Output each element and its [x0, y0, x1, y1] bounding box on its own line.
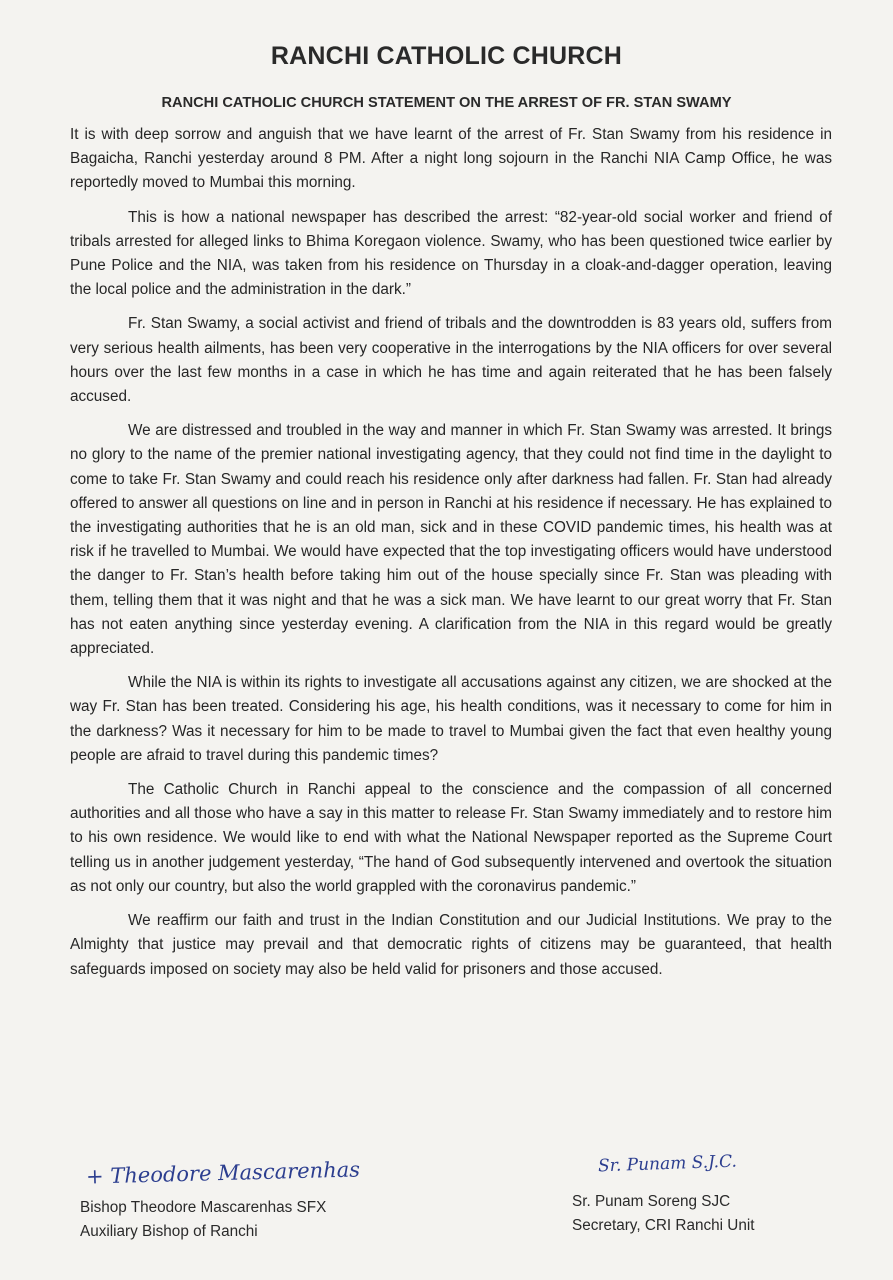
secretary-role: Secretary, CRI Ranchi Unit — [572, 1217, 755, 1234]
paragraph: This is how a national newspaper has described the arrest: “82-year-old social worker and friend of tribals arrested for alleged links to Bhima Koregaon violence. Swamy, who has been questioned twice earlier by Pune Police and the NIA, was taken from his residence on Thursday in a cloak-and-dagger operation, leaving the local police and the administration in the dark.” — [70, 208, 832, 299]
bishop-role: Auxiliary Bishop of Ranchi — [80, 1223, 258, 1240]
secretary-signature-block — [572, 1190, 755, 1238]
paragraph: Fr. Stan Swamy, a social activist and friend of tribals and the downtrodden is 83 years old, suffers from very serious health ailments, has been very cooperative in the interrogations by the NIA officers for over several hours over the last few months in a case in which he has time and again reiterated that he has been falsely accused. — [70, 315, 832, 406]
secretary-name: Sr. Punam Soreng SJC — [572, 1193, 731, 1210]
secretary-handwritten-signature: Sr. Punam S.J.C. — [597, 1151, 738, 1177]
paragraph: It is with deep sorrow and anguish that we have learnt of the arrest of Fr. Stan Swamy from his residence in Bagaicha, Ranchi yesterday around 8 PM. After a night long sojourn in the Ranchi NIA Camp Office, he was reportedly moved to Mumbai this morning. — [70, 126, 832, 192]
bishop-handwritten-signature: + Theodore Mascarenhas — [85, 1157, 361, 1189]
document-title: RANCHI CATHOLIC CHURCH — [270, 42, 623, 70]
paragraph: The Catholic Church in Ranchi appeal to the conscience and the compassion of all concerned authorities and all those who have a say in this matter to release Fr. Stan Swamy immediately and to restore him to his own residence. We would like to end with what the National Newspaper reported as the Supreme Court telling us in another judgement yesterday, “The hand of God subsequently intervened and overtook the situation as not only our country, but also the world grappled with the coronavirus pandemic.” — [70, 781, 832, 895]
bishop-name: Bishop Theodore Mascarenhas SFX — [80, 1199, 327, 1216]
paragraph: While the NIA is within its rights to investigate all accusations against any citizen, we are shocked at the way Fr. Stan has been treated. Considering his age, his health conditions, was it necessary to come for him in the darkness? Was it necessary for him to be made to travel to Mumbai given the fact that even healthy young people are afraid to travel during this pandemic times? — [70, 674, 832, 764]
document-subtitle: RANCHI CATHOLIC CHURCH STATEMENT ON THE ARREST OF FR. STAN SWAMY — [161, 95, 732, 111]
statement-body — [70, 123, 832, 992]
paragraph: We reaffirm our faith and trust in the Indian Constitution and our Judicial Institutions. We pray to the Almighty that justice may prevail and that democratic rights of citizens may be guaranteed, that health safeguards imposed on society may also be held valid for prisoners and those accused. — [70, 912, 832, 978]
bishop-signature-block — [80, 1196, 326, 1244]
paragraph: We are distressed and troubled in the way and manner in which Fr. Stan Swamy was arrested. It brings no glory to the name of the premier national investigating agency, that they could not find time in the daylight to come to take Fr. Stan Swamy and could reach his residence only after darkness had fallen. Fr. Stan had already offered to answer all questions on line and in person in Ranchi at his residence if necessary. He has explained to the investigating authorities that he is an old man, sick and in these COVID pandemic times, his health was at risk if he travelled to Mumbai. We would have expected that the top investigating officers would have understood the danger to Fr. Stan’s health before taking him out of the house specially since Fr. Stan was pleading with them, telling them that it was night and that he was a sick man. We have learnt to our great worry that Fr. Stan has not eaten anything since yesterday evening. A clarification from the NIA in this regard would be greatly appreciated. — [70, 422, 832, 658]
